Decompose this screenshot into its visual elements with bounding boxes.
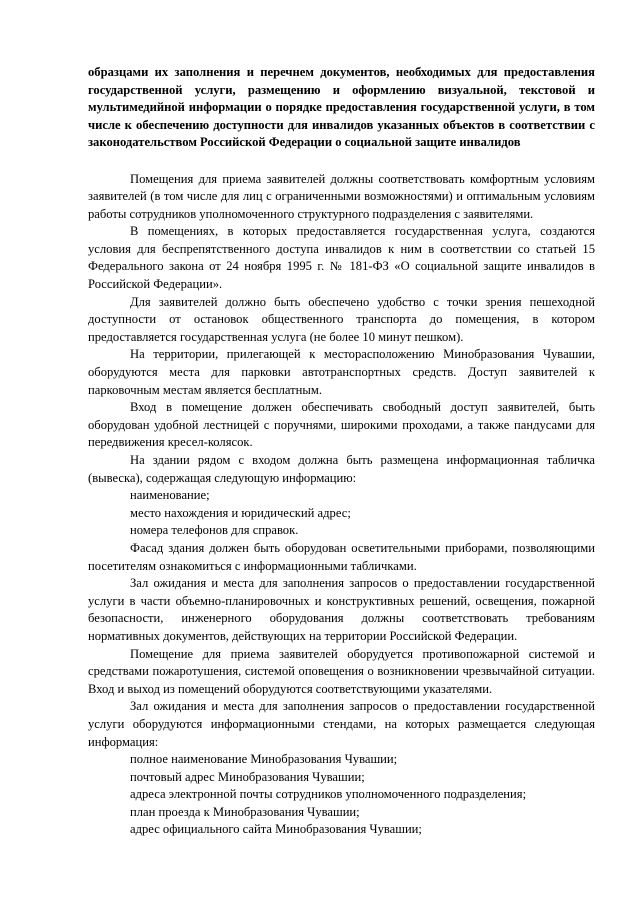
paragraph-parking: На территории, прилегающей к месторасположению Минобразования Чувашии, оборудуются места для парковки автотранспортных средств. Доступ заявителей к парковочным местам является бесплатным.: [88, 347, 595, 397]
list-item: номера телефонов для справок.: [130, 523, 299, 538]
list-item: наименование;: [130, 488, 210, 503]
section-heading: образцами их заполнения и перечнем документов, необходимых для предоставления государственной услуги, размещению и оформлению визуальной, текстовой и мультимедийной информации о порядке предоставления государственной услуги, в том числе к обеспечению доступности для инвалидов указанных объектов в соответствии с законодательством Российской Федерации о социальной защите инвалидов: [88, 65, 595, 149]
spacer: [88, 152, 595, 171]
list-item: адрес официального сайта Минобразования Чувашии;: [130, 822, 422, 837]
paragraph-info-sign: На здании рядом с входом должна быть размещена информационная табличка (вывеска), содержащая следующую информацию:: [88, 453, 595, 485]
paragraph-accessibility-conditions: В помещениях, в которых предоставляется государственная услуга, создаются условия для беспрепятственного доступа инвалидов к ним в соответствии со статьей 15 Федерального закона от 24 ноября 1995 г. № 181-ФЗ «О социальной защите инвалидов в Российской Федерации».: [88, 224, 595, 292]
paragraph-info-stands: Зал ожидания и места для заполнения запросов о предоставлении государственной услуги оборудуются информационными стендами, на которых размещается следующая информация:: [88, 699, 595, 749]
list-item: план проезда к Минобразования Чувашии;: [130, 804, 360, 819]
list-item: адреса электронной почты сотрудников уполномоченного подразделения;: [130, 787, 527, 802]
paragraph-entrance: Вход в помещение должен обеспечивать свободный доступ заявителей, быть оборудован удобной лестницей с поручнями, широкими проходами, а также пандусами для передвижения кресел-колясок.: [88, 400, 595, 450]
paragraph-pedestrian-access: Для заявителей должно быть обеспечено удобство с точки зрения пешеходной доступности от остановок общественного транспорта до помещения, в котором предоставляется государственная услуга (не более 10 минут пешком).: [88, 294, 595, 344]
paragraph-premises-conditions: Помещения для приема заявителей должны соответствовать комфортным условиям заявителей (в том числе для лиц с ограниченными возможностями) и оптимальным условиям работы сотрудников уполномоченного структурного подразделения с заявителями.: [88, 171, 595, 221]
list-item: полное наименование Минобразования Чувашии;: [130, 752, 398, 767]
document-page: [88, 64, 595, 839]
paragraph-fire-safety: Помещение для приема заявителей оборудуется противопожарной системой и средствами пожаротушения, системой оповещения о возникновении чрезвычайной ситуации. Вход и выход из помещений оборудуются соответствующими указателями.: [88, 646, 595, 696]
list-item: почтовый адрес Минобразования Чувашии;: [130, 769, 365, 784]
paragraph-facade-lighting: Фасад здания должен быть оборудован осветительными приборами, позволяющими посетителям ознакомиться с информационными табличками.: [88, 540, 595, 573]
paragraph-waiting-hall-requirements: Зал ожидания и места для заполнения запросов о предоставлении государственной услуги в части объемно-планировочных и конструктивных решений, освещения, пожарной безопасности, инженерного оборудования должны соответствовать требованиям нормативных документов, действующих на территории Российской Федерации.: [88, 576, 595, 643]
list-item: место нахождения и юридический адрес;: [130, 505, 351, 520]
